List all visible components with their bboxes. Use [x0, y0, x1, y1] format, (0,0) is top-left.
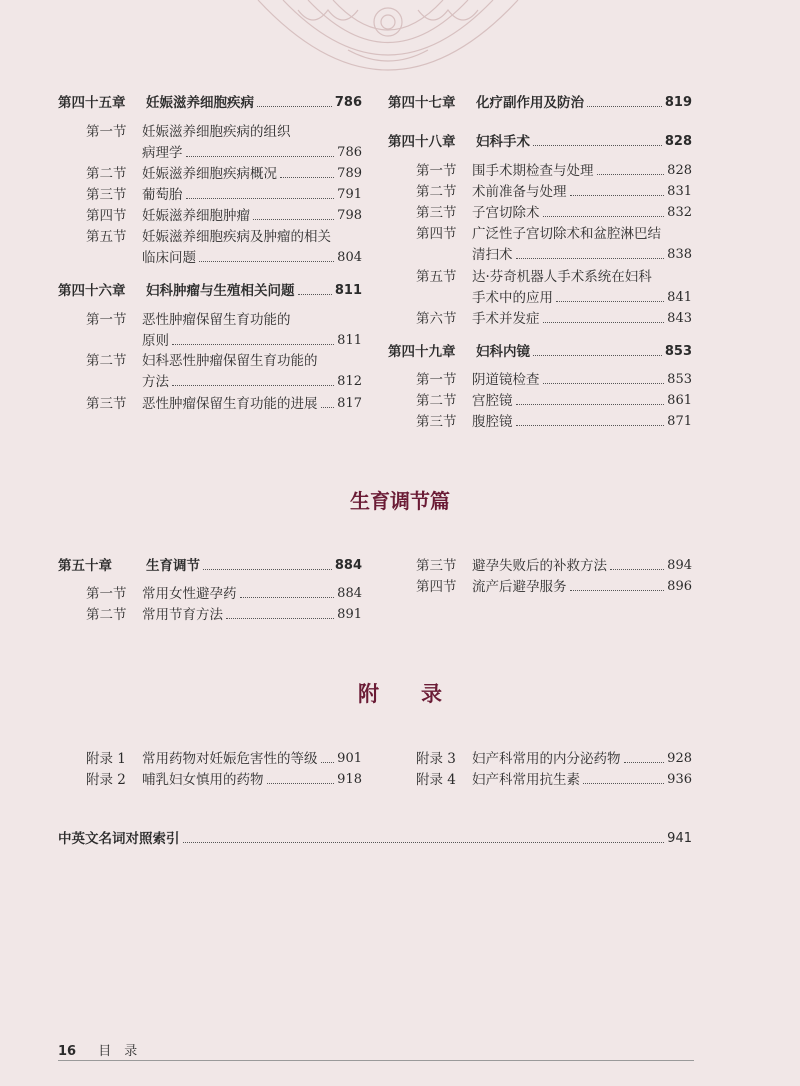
leader-dots	[280, 177, 334, 178]
toc-entry-number: 第三节	[416, 558, 457, 574]
toc-entry-number: 附录 4	[416, 772, 456, 788]
toc-entry-title: 达·芬奇机器人手术系统在妇科	[472, 269, 652, 285]
toc-entry-page: 853	[664, 344, 692, 359]
toc-entry-page: 811	[334, 283, 362, 298]
toc-entry-page: 798	[337, 208, 362, 223]
leader-dots	[172, 385, 334, 386]
toc-entry-title: 术前准备与处理	[472, 184, 567, 200]
toc-entry-page: 791	[337, 187, 362, 202]
toc-entry-page: 819	[664, 95, 692, 110]
leader-dots	[321, 407, 335, 408]
toc-section	[86, 352, 362, 370]
toc-entry-title: 妇科恶性肿瘤保留生育功能的	[142, 353, 318, 369]
toc-entry-number: 第四十五章	[58, 95, 126, 111]
toc-entry-title: 妊娠滋养细胞疾病及肿瘤的相关	[142, 229, 331, 245]
toc-entry-number: 第二节	[86, 166, 127, 182]
toc-entry-title: 哺乳妇女慎用的药物	[142, 772, 264, 788]
toc-entry-number: 第六节	[416, 311, 457, 327]
toc-entry-number: 第二节	[416, 184, 457, 200]
toc-entry-page: 884	[334, 558, 362, 573]
toc-entry-title-cont: 手术中的应用	[472, 290, 553, 306]
leader-dots	[226, 618, 334, 619]
toc-entry-page: 936	[667, 772, 692, 787]
toc-entry-page: 901	[337, 751, 362, 766]
toc-entry-title: 妊娠滋养细胞疾病概况	[142, 166, 277, 182]
toc-entry-number: 第一节	[416, 163, 457, 179]
toc-section-continuation	[142, 249, 362, 267]
toc-entry-page: 786	[334, 95, 362, 110]
toc-entry-page: 828	[667, 163, 692, 178]
toc-section	[86, 311, 362, 329]
leader-dots	[186, 198, 335, 199]
leader-dots	[583, 783, 664, 784]
toc-section	[416, 268, 692, 286]
toc-entry-number: 第五节	[416, 269, 457, 285]
leader-dots	[516, 425, 665, 426]
toc-entry-title: 腹腔镜	[472, 414, 513, 430]
toc-section-continuation	[142, 373, 362, 391]
toc-entry-page: 861	[667, 393, 692, 408]
toc-entry-title: 手术并发症	[472, 311, 540, 327]
toc-section	[86, 228, 362, 246]
toc-entry-number: 第四十六章	[58, 283, 126, 299]
toc-entry-page: 928	[667, 751, 692, 766]
toc-entry-number: 第五十章	[58, 558, 112, 574]
toc-entry-title: 妊娠滋养细胞疾病	[146, 95, 254, 111]
leader-dots	[203, 569, 332, 570]
toc-section	[86, 606, 362, 624]
leader-dots	[321, 762, 335, 763]
toc-entry-page: 894	[667, 558, 692, 573]
page-footer	[58, 1040, 694, 1061]
toc-entry-page: 804	[337, 250, 362, 265]
toc-entry-number: 第三节	[86, 187, 127, 203]
toc-entry-number: 第五节	[86, 229, 127, 245]
leader-dots	[267, 783, 335, 784]
decorative-ornament	[238, 0, 538, 78]
toc-entry-title: 妇产科常用抗生素	[472, 772, 580, 788]
toc-appendix-entry	[86, 750, 362, 768]
toc-entry-title-cont: 临床问题	[142, 250, 196, 266]
toc-entry-page: 838	[667, 247, 692, 262]
toc-entry-number: 第三节	[416, 414, 457, 430]
toc-entry-page: 831	[667, 184, 692, 199]
toc-entry-page: 828	[664, 134, 692, 149]
leader-dots	[543, 216, 665, 217]
leader-dots	[587, 106, 662, 107]
toc-entry-title: 避孕失败后的补救方法	[472, 558, 607, 574]
toc-entry-title: 妊娠滋养细胞疾病的组织	[142, 124, 291, 140]
toc-entry-title-cont: 方法	[142, 374, 169, 390]
toc-index	[58, 830, 692, 848]
toc-section	[416, 578, 692, 596]
toc-entry-number: 第四节	[416, 579, 457, 595]
toc-section	[86, 207, 362, 225]
toc-entry-number: 第一节	[416, 372, 457, 388]
toc-section	[416, 371, 692, 389]
toc-entry-title: 子宫切除术	[472, 205, 540, 221]
toc-appendix-entry	[416, 750, 692, 768]
toc-entry-page: 896	[667, 579, 692, 594]
toc-entry-title: 妇科内镜	[476, 344, 530, 360]
toc-entry-number: 第四十九章	[388, 344, 456, 360]
toc-entry-page: 832	[667, 205, 692, 220]
leader-dots	[199, 261, 334, 262]
toc-entry-page: 871	[667, 414, 692, 429]
leader-dots	[570, 195, 665, 196]
toc-entry-page: 811	[337, 333, 362, 348]
leader-dots	[556, 301, 664, 302]
toc-entry-title-cont: 清扫术	[472, 247, 513, 263]
toc-entry-number: 附录 1	[86, 751, 126, 767]
toc-section	[86, 395, 362, 413]
toc-section-continuation	[472, 289, 692, 307]
leader-dots	[257, 106, 332, 107]
toc-entry-title: 妊娠滋养细胞肿瘤	[142, 208, 250, 224]
toc-section	[416, 557, 692, 575]
toc-entry-number: 附录 2	[86, 772, 126, 788]
toc-section	[86, 165, 362, 183]
toc-entry-number: 附录 3	[416, 751, 456, 767]
toc-section	[416, 204, 692, 222]
toc-entry-page: 941	[667, 831, 692, 846]
leader-dots	[172, 344, 334, 345]
toc-appendix-entry	[86, 771, 362, 789]
toc-entry-number: 第一节	[86, 312, 127, 328]
toc-appendix-entry	[416, 771, 692, 789]
toc-entry-title: 宫腔镜	[472, 393, 513, 409]
leader-dots	[516, 404, 665, 405]
toc-entry-title: 中英文名词对照索引	[58, 831, 180, 847]
toc-section	[416, 183, 692, 201]
toc-section	[86, 186, 362, 204]
leader-dots	[240, 597, 335, 598]
toc-entry-number: 第二节	[416, 393, 457, 409]
toc-chapter	[58, 557, 362, 575]
toc-entry-title: 围手术期检查与处理	[472, 163, 594, 179]
toc-section	[416, 162, 692, 180]
toc-entry-title: 恶性肿瘤保留生育功能的进展	[142, 396, 318, 412]
toc-entry-title-cont: 病理学	[142, 145, 183, 161]
toc-entry-number: 第四十七章	[388, 95, 456, 111]
leader-dots	[516, 258, 665, 259]
toc-section-continuation	[142, 144, 362, 162]
toc-section-continuation	[472, 246, 692, 264]
toc-section	[416, 392, 692, 410]
toc-section	[416, 310, 692, 328]
toc-entry-number: 第一节	[86, 124, 127, 140]
part-title-appendix: 附 录	[358, 682, 442, 706]
toc-entry-number: 第二节	[86, 353, 127, 369]
toc-entry-page: 918	[337, 772, 362, 787]
toc-entry-page: 884	[337, 586, 362, 601]
toc-entry-title: 广泛性子宫切除术和盆腔淋巴结	[472, 226, 661, 242]
leader-dots	[543, 322, 665, 323]
toc-entry-number: 第四十八章	[388, 134, 456, 150]
toc-entry-title: 常用节育方法	[142, 607, 223, 623]
toc-entry-title: 妇科手术	[476, 134, 530, 150]
toc-section	[86, 585, 362, 603]
leader-dots	[597, 174, 665, 175]
toc-entry-number: 第一节	[86, 586, 127, 602]
toc-entry-title: 化疗副作用及防治	[476, 95, 584, 111]
toc-entry-page: 891	[337, 607, 362, 622]
toc-entry-number: 第三节	[416, 205, 457, 221]
toc-entry-title: 妇科肿瘤与生殖相关问题	[146, 283, 295, 299]
toc-entry-title: 常用女性避孕药	[142, 586, 237, 602]
toc-entry-page: 817	[337, 396, 362, 411]
footer-page-number: 16	[58, 1044, 77, 1059]
toc-chapter	[58, 94, 362, 112]
leader-dots	[533, 145, 662, 146]
toc-entry-number: 第四节	[416, 226, 457, 242]
toc-entry-number: 第四节	[86, 208, 127, 224]
toc-entry-title: 常用药物对妊娠危害性的等级	[142, 751, 318, 767]
toc-entry-number: 第二节	[86, 607, 127, 623]
toc-section-continuation	[142, 332, 362, 350]
toc-entry-number: 第三节	[86, 396, 127, 412]
toc-entry-title-cont: 原则	[142, 333, 169, 349]
toc-chapter	[388, 94, 692, 112]
toc-entry-title: 阴道镜检查	[472, 372, 540, 388]
leader-dots	[624, 762, 665, 763]
toc-entry-title: 生育调节	[146, 558, 200, 574]
toc-chapter	[58, 282, 362, 300]
toc-entry-page: 843	[667, 311, 692, 326]
toc-entry-title: 妇产科常用的内分泌药物	[472, 751, 621, 767]
toc-entry-page: 841	[667, 290, 692, 305]
toc-entry-page: 812	[337, 374, 362, 389]
leader-dots	[253, 219, 334, 220]
toc-entry-title: 流产后避孕服务	[472, 579, 567, 595]
toc-entry-page: 789	[337, 166, 362, 181]
leader-dots	[570, 590, 665, 591]
footer-label: 目 录	[98, 1044, 138, 1059]
toc-section	[86, 123, 362, 141]
toc-entry-title: 恶性肿瘤保留生育功能的	[142, 312, 291, 328]
leader-dots	[298, 294, 332, 295]
toc-chapter	[388, 133, 692, 151]
toc-section	[416, 413, 692, 431]
leader-dots	[186, 156, 335, 157]
toc-entry-page: 853	[667, 372, 692, 387]
leader-dots	[183, 842, 665, 843]
toc-entry-title: 葡萄胎	[142, 187, 183, 203]
toc-section	[416, 225, 692, 243]
leader-dots	[610, 569, 664, 570]
part-title-fertility-regulation: 生育调节篇	[350, 489, 450, 513]
toc-chapter	[388, 343, 692, 361]
leader-dots	[543, 383, 665, 384]
toc-entry-page: 786	[337, 145, 362, 160]
leader-dots	[533, 355, 662, 356]
